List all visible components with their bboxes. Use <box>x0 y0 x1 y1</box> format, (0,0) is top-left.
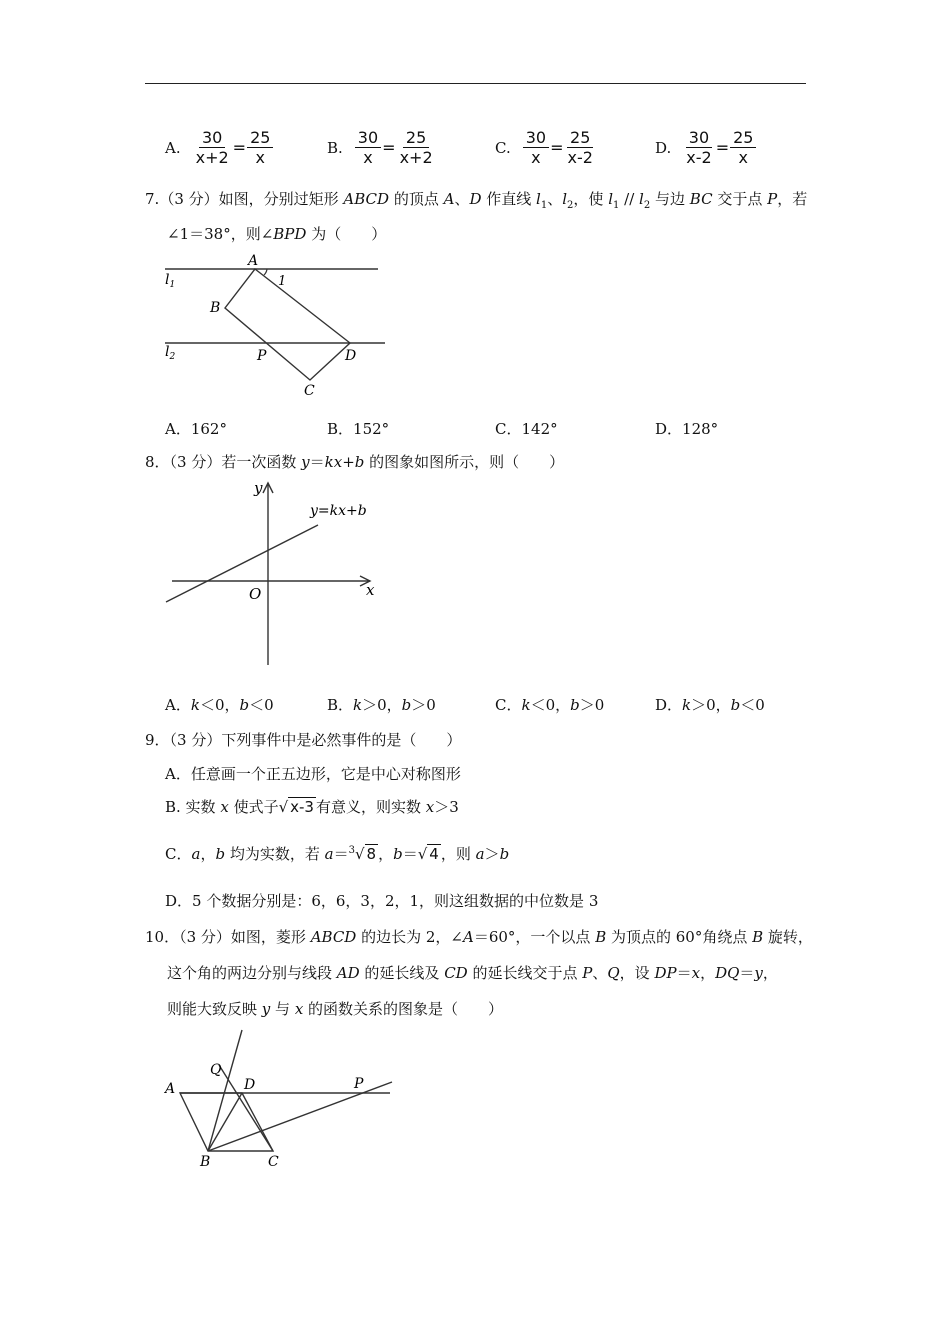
label-angle-1: 1 <box>278 274 287 289</box>
label-line-equation: y=kx+b <box>310 503 367 519</box>
q7-stem-line2: ∠1＝38°，则∠BPD 为（ ） <box>167 225 387 243</box>
q8-option-a[interactable]: A．k＜0，b＜0 <box>165 696 274 714</box>
q10-stem-line3: 则能大致反映 y 与 x 的函数关系的图象是（ ） <box>167 1000 504 1018</box>
q6-option-c[interactable]: C. $\frac{30}{x}$ = $\frac{25}{x-2}$ <box>495 128 596 167</box>
label-y: y <box>254 479 263 497</box>
sqrt-sign: √ <box>417 845 428 863</box>
q10-stem-line1: 10．（3 分）如图，菱形 ABCD 的边长为 2，∠A＝60°，一个以点 B 为顶点的 60°角绕点 B 旋转， <box>145 928 813 946</box>
label-P: P <box>257 348 267 364</box>
q8-option-c[interactable]: C．k＜0，b＞0 <box>495 696 605 714</box>
line-BD <box>208 1093 242 1151</box>
label-l1: $l_1$ <box>165 272 176 290</box>
q7-option-a[interactable]: A．162° <box>165 420 227 438</box>
fraction: $\frac{30}{x+2}$ <box>195 128 229 167</box>
fraction: $\frac{25}{x+2}$ <box>399 128 433 167</box>
label-origin: O <box>249 585 262 603</box>
q9-stem: 9．（3 分）下列事件中是必然事件的是（ ） <box>145 731 462 749</box>
q10-figure <box>160 1025 400 1175</box>
q9-option-d[interactable]: D．5 个数据分别是：6，6，3，2，1，则这组数据的中位数是 3 <box>165 892 599 910</box>
rhombus-abcd <box>180 1093 273 1151</box>
label-Q: Q <box>210 1062 222 1078</box>
label-D: D <box>244 1077 256 1093</box>
rectangle-abcd <box>225 269 350 380</box>
fraction: $\frac{30}{x}$ <box>355 128 381 167</box>
q8-option-b[interactable]: B．k＞0，b＞0 <box>327 696 436 714</box>
label-l2: $l_2$ <box>165 344 176 362</box>
q10-stem-line2: 这个角的两边分别与线段 AD 的延长线及 CD 的延长线交于点 P、Q，设 DP＝x，DQ＝y， <box>167 964 778 982</box>
q7-stem-line1: 7.（3 分）如图，分别过矩形 ABCD 的顶点 A、D 作直线 $l_1$、$l_2$，使 $l_1 // l_2$ 与边 BC 交于点 P，若 <box>145 190 808 211</box>
label-A: A <box>248 253 259 269</box>
q7-option-d[interactable]: D．128° <box>655 420 719 438</box>
fraction: $\frac{25}{x}$ <box>730 128 756 167</box>
label-C: C <box>304 383 315 399</box>
q8-option-d[interactable]: D．k＞0，b＜0 <box>655 696 765 714</box>
cbrt-sign: √ <box>354 845 365 863</box>
label-x: x <box>366 581 375 599</box>
q6-option-a[interactable]: A. $\frac{30}{x+2}$ = $\frac{25}{x}$ <box>165 128 273 167</box>
fraction: $\frac{25}{x}$ <box>247 128 273 167</box>
label-D: D <box>345 348 357 364</box>
q7-option-b[interactable]: B．152° <box>327 420 390 438</box>
label-P: P <box>354 1076 364 1092</box>
header-rule <box>145 83 806 84</box>
q9-option-b[interactable]: B. 实数 x 使式子√ x-3 有意义，则实数 x＞3 <box>165 798 459 816</box>
label-B: B <box>210 300 221 316</box>
fraction: $\frac{30}{x-2}$ <box>686 128 712 167</box>
q8-figure <box>160 475 390 670</box>
function-line <box>166 525 318 602</box>
line-BQ <box>208 1030 242 1151</box>
label-C: C <box>268 1154 279 1170</box>
angle-1-arc <box>264 269 267 275</box>
q6-option-b[interactable]: B. $\frac{30}{x}$ = $\frac{25}{x+2}$ <box>327 128 436 167</box>
q9-option-c[interactable]: C．a，b 均为实数，若 a＝$^3$√ 8 ，b＝√ 4 ，则 a＞b <box>165 845 510 863</box>
fraction: $\frac{30}{x}$ <box>523 128 549 167</box>
fraction: $\frac{25}{x-2}$ <box>567 128 593 167</box>
q8-stem: 8．（3 分）若一次函数 y＝kx+b 的图象如图所示，则（ ） <box>145 453 565 471</box>
label-B: B <box>200 1154 211 1170</box>
q9-option-a[interactable]: A．任意画一个正五边形，它是中心对称图形 <box>165 765 461 783</box>
q7-figure <box>160 250 390 400</box>
label-A: A <box>165 1081 176 1097</box>
sqrt-sign: √ <box>278 798 289 816</box>
q7-option-c[interactable]: C．142° <box>495 420 558 438</box>
q6-option-d[interactable]: D. $\frac{30}{x-2}$ = $\frac{25}{x}$ <box>655 128 756 167</box>
